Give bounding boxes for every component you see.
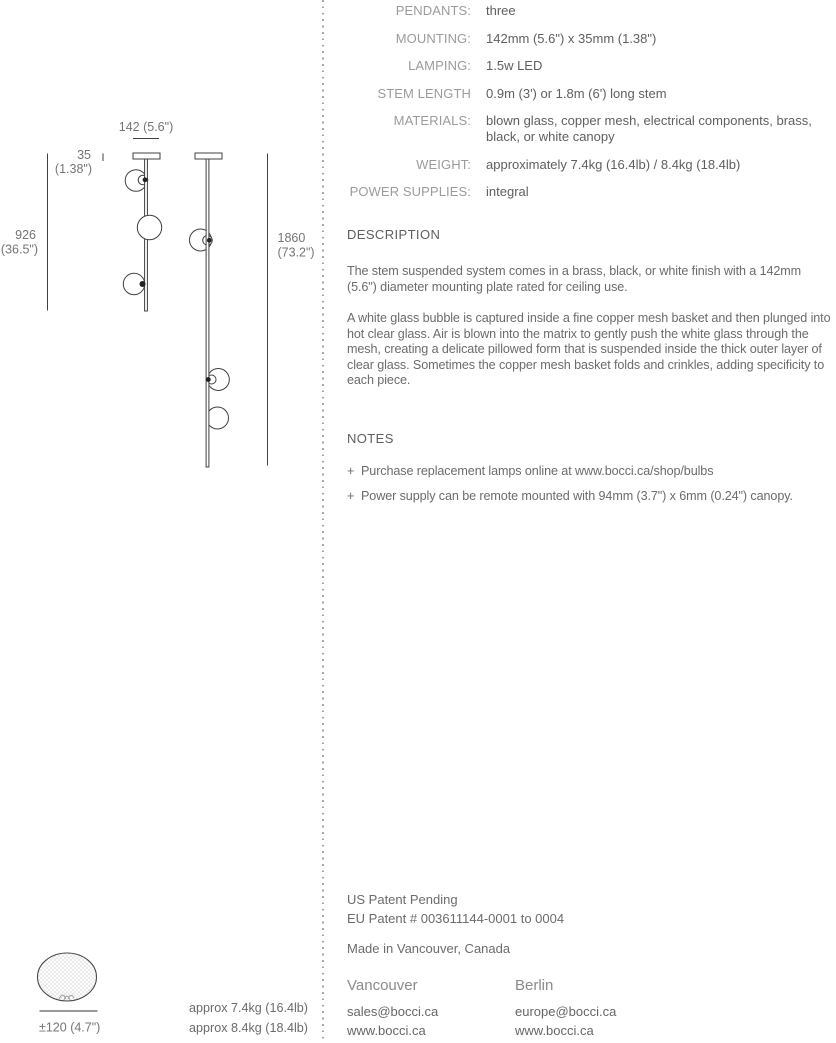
spec-value: 1.5w LED xyxy=(486,58,543,73)
office-vancouver xyxy=(347,977,515,1040)
spec-value: approximately 7.4kg (16.4lb) / 8.4kg (18.4lb) xyxy=(486,156,741,172)
note-text: Purchase replacement lamps online at www.bocci.ca/shop/bulbs xyxy=(361,464,714,478)
description-paragraph-1: The stem suspended system comes in a brass, black, or white finish with a 142mm (5.6") diameter mounting plate rated for ceiling use. xyxy=(347,264,802,294)
weight-line-2: approx 8.4kg (18.4lb) xyxy=(188,1020,308,1035)
office-contacts xyxy=(347,977,683,1040)
notes-list xyxy=(347,464,831,514)
spec-label: MATERIALS: xyxy=(393,113,471,128)
spec-row-mounting xyxy=(347,31,827,47)
spec-value: three xyxy=(486,3,516,18)
dim-short-mm: 926 xyxy=(15,228,36,242)
plus-bullet: + xyxy=(347,464,355,478)
spec-value: integral xyxy=(486,184,529,199)
patent-line-1: US Patent Pending xyxy=(347,892,458,907)
office-berlin xyxy=(515,977,683,1040)
spec-row-power-supplies xyxy=(347,184,827,200)
note-text: Power supply can be remote mounted with 94mm (3.7") x 6mm (0.24") canopy. xyxy=(361,488,793,503)
office-email: sales@bocci.ca xyxy=(347,1004,439,1019)
spec-label: WEIGHT: xyxy=(416,156,471,172)
dim-long-mm: 1860 xyxy=(277,231,306,245)
note-item xyxy=(347,464,831,480)
spec-row-pendants xyxy=(347,3,827,19)
spec-label: POWER SUPPLIES: xyxy=(349,184,471,199)
weight-approx xyxy=(160,999,308,1038)
glass-bubble-sketch xyxy=(25,938,130,1043)
spec-table xyxy=(347,3,827,212)
spec-row-weight xyxy=(347,157,827,173)
spec-row-stem-length xyxy=(347,86,827,102)
spec-row-materials xyxy=(347,113,827,145)
weight-line-1: approx 7.4kg (16.4lb) xyxy=(188,1001,308,1015)
spec-value: blown glass, copper mesh, electrical components, brass, black, or white canopy xyxy=(486,113,812,144)
patent-line-2: EU Patent # 003611144-0001 to 0004 xyxy=(347,910,565,926)
office-website: www.bocci.ca xyxy=(347,1023,426,1038)
description-heading: DESCRIPTION xyxy=(347,227,441,242)
description-paragraph-2: A white glass bubble is captured inside a fine copper mesh basket and then plunged into hot clear glass. Air is blown into the matrix to gently push the white glass through the mesh, creating a delicate pillowed form that is suspended inside the thick outer layer of clear glass. Sometimes the copper mesh basket folds and crinkles, adding specificity to each piece. xyxy=(347,311,831,388)
dim-short-in: (36.5") xyxy=(0,242,38,257)
office-website: www.bocci.ca xyxy=(515,1023,594,1038)
spec-value: 0.9m (3') or 1.8m (6') long stem xyxy=(486,85,667,101)
dim-plate-mm: 35 xyxy=(77,148,91,162)
plus-bullet: + xyxy=(347,488,355,503)
dim-mounting-width: 142 (5.6") xyxy=(118,120,174,134)
office-email: europe@bocci.ca xyxy=(515,1004,617,1019)
spec-value: 142mm (5.6") x 35mm (1.38") xyxy=(486,30,657,46)
made-in: Made in Vancouver, Canada xyxy=(347,941,511,956)
dim-plate-in: (1.38") xyxy=(54,162,92,176)
patent-info xyxy=(347,891,564,928)
dim-long-in: (73.2") xyxy=(277,245,315,260)
spec-label: PENDANTS: xyxy=(395,3,471,18)
spec-row-lamping xyxy=(347,58,827,74)
notes-heading: NOTES xyxy=(347,431,394,446)
office-city: Vancouver xyxy=(347,977,418,994)
pendant-drawing xyxy=(0,100,330,480)
dim-glass-diameter: ±120 (4.7") xyxy=(39,1020,101,1035)
note-item xyxy=(347,489,831,505)
spec-label: LAMPING: xyxy=(408,58,471,73)
long-pendant xyxy=(190,153,230,467)
spec-label: STEM LENGTH xyxy=(377,85,471,101)
short-pendant xyxy=(123,153,161,311)
office-city: Berlin xyxy=(515,977,554,994)
spec-label: MOUNTING: xyxy=(395,30,471,46)
